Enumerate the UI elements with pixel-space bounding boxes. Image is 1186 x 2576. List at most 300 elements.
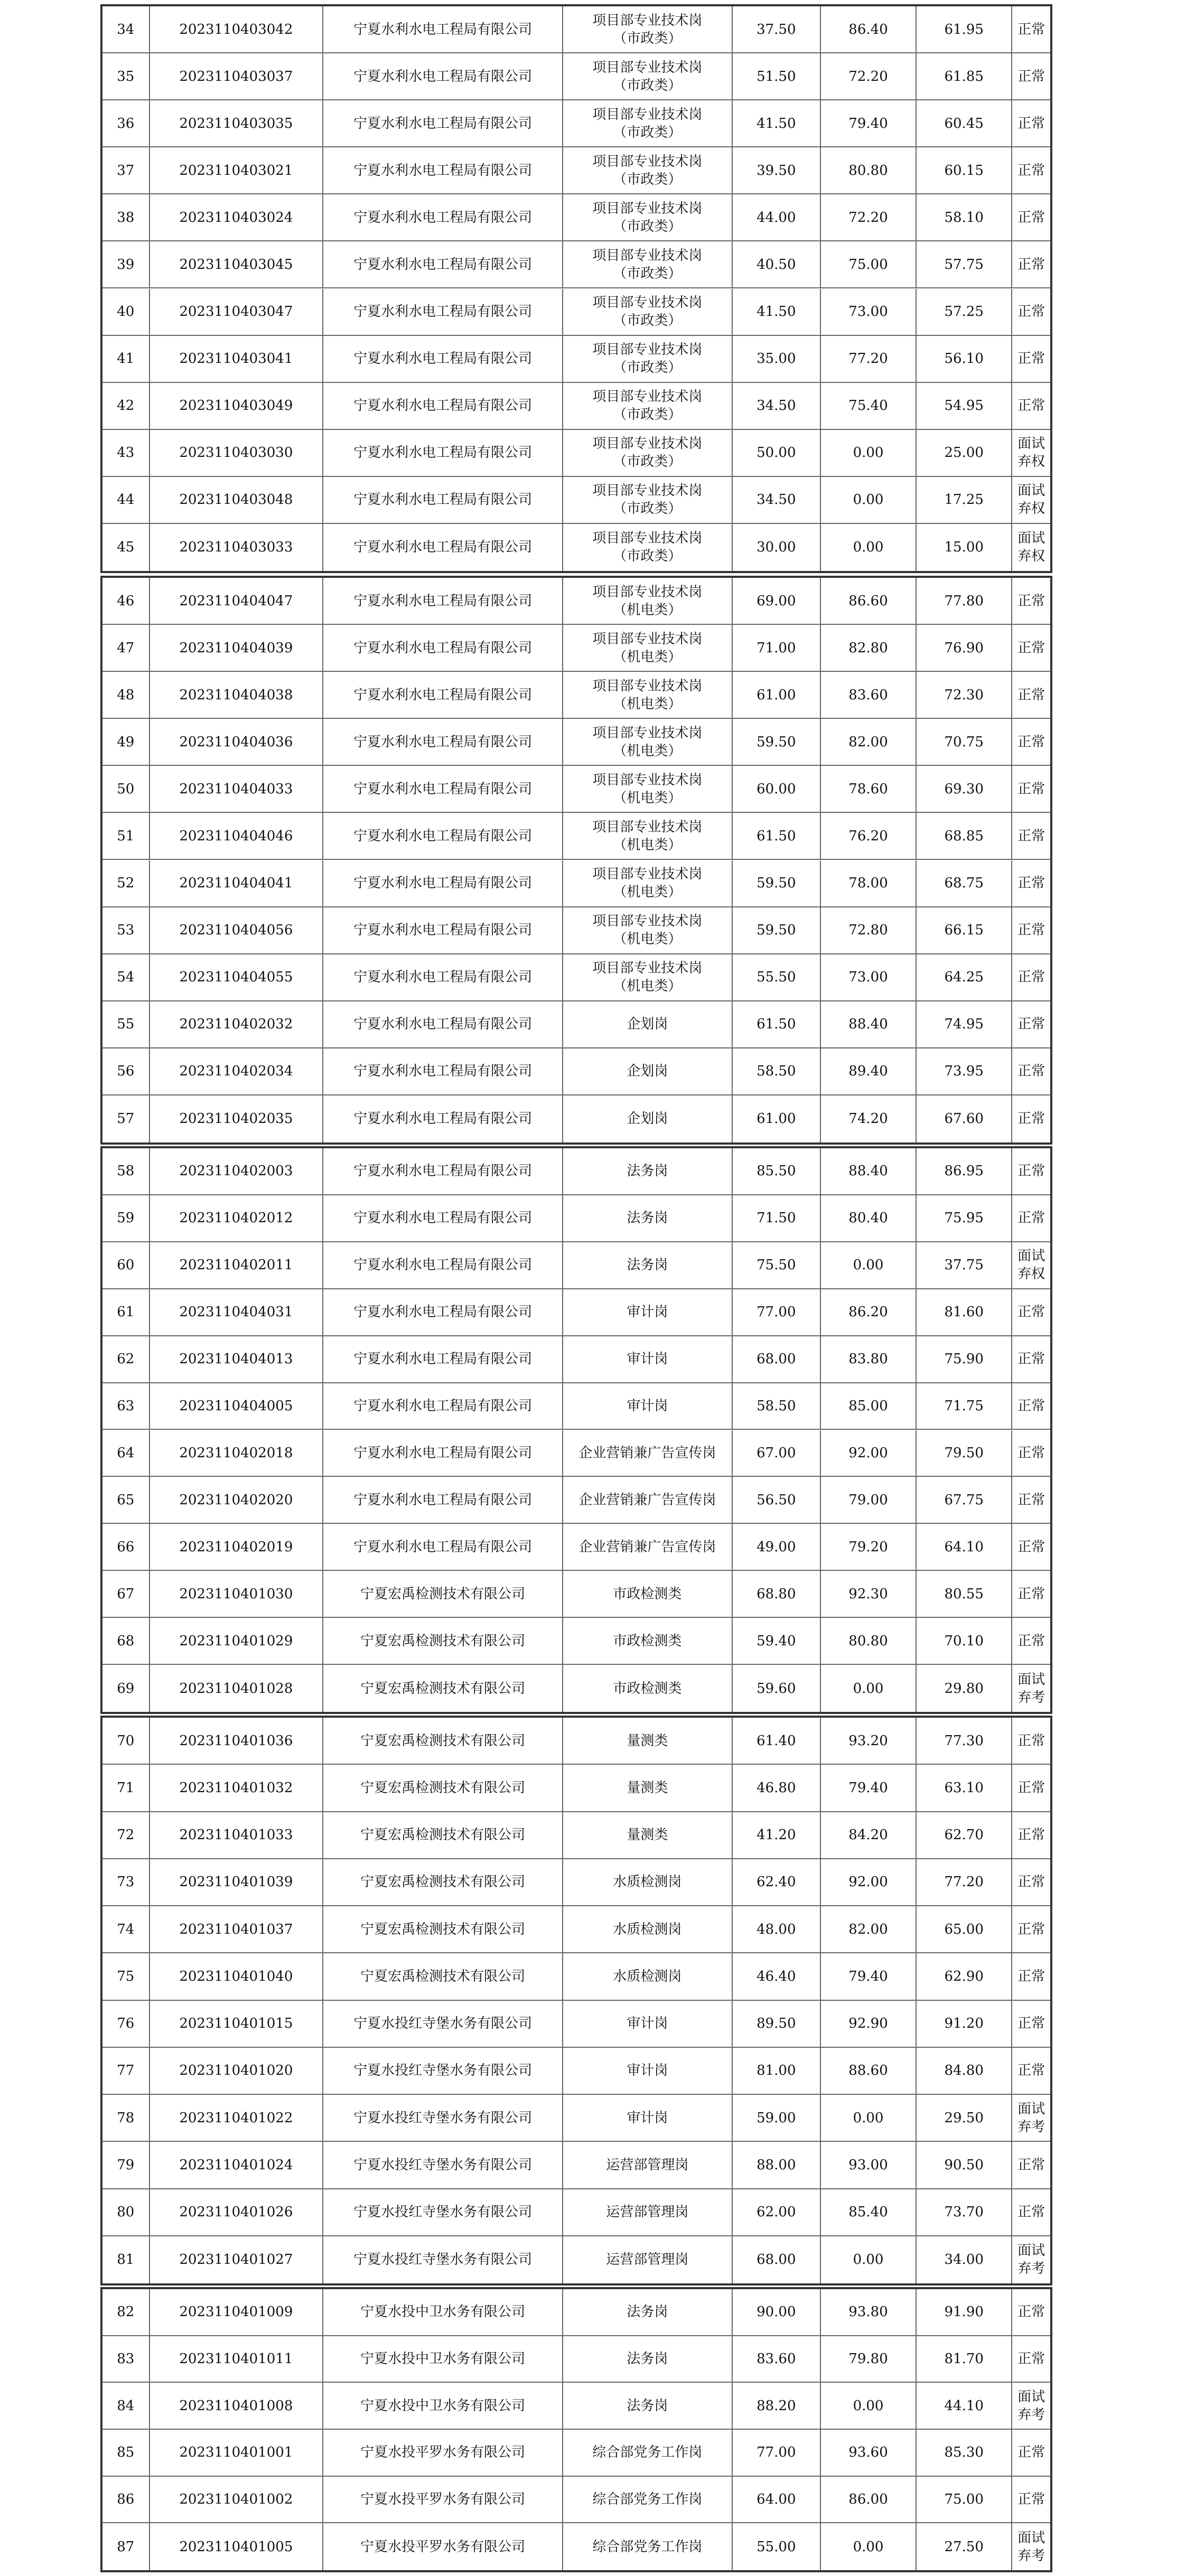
exam-id-cell: 2023110401024 bbox=[150, 2142, 324, 2188]
row-number-cell: 69 bbox=[102, 1665, 150, 1712]
position-cell: 综合部党务工作岗 bbox=[563, 2430, 733, 2476]
company-cell: 宁夏水利水电工程局有限公司 bbox=[323, 1195, 563, 1241]
written-score-cell: 37.50 bbox=[733, 6, 821, 52]
interview-score-cell: 93.80 bbox=[821, 2289, 917, 2335]
company-cell: 宁夏水利水电工程局有限公司 bbox=[323, 1430, 563, 1476]
row-number-cell: 61 bbox=[102, 1289, 150, 1335]
table-row bbox=[102, 2142, 1050, 2189]
status-cell: 正常 bbox=[1017, 828, 1045, 844]
row-number-cell: 58 bbox=[102, 1148, 150, 1194]
status-cell: 面试弃权 bbox=[1017, 483, 1045, 517]
table-row bbox=[102, 2001, 1050, 2048]
written-score-cell: 85.50 bbox=[733, 1148, 821, 1194]
interview-score-cell: 83.80 bbox=[821, 1336, 917, 1382]
total-score-cell: 80.55 bbox=[917, 1571, 1012, 1617]
exam-id-cell: 2023110402020 bbox=[150, 1477, 324, 1523]
company-cell: 宁夏水利水电工程局有限公司 bbox=[323, 954, 563, 1000]
total-score-cell: 77.30 bbox=[917, 1718, 1012, 1764]
company-cell: 宁夏水利水电工程局有限公司 bbox=[323, 672, 563, 718]
table-row bbox=[102, 6, 1050, 53]
total-score-cell: 91.90 bbox=[917, 2289, 1012, 2335]
written-score-cell: 59.50 bbox=[733, 907, 821, 953]
total-score-cell: 34.00 bbox=[917, 2236, 1012, 2283]
exam-id-cell: 2023110401037 bbox=[150, 1906, 324, 1952]
table-row bbox=[102, 336, 1050, 383]
exam-id-cell: 2023110401001 bbox=[150, 2430, 324, 2476]
total-score-cell: 90.50 bbox=[917, 2142, 1012, 2188]
row-number-cell: 39 bbox=[102, 241, 150, 287]
exam-id-cell: 2023110401002 bbox=[150, 2477, 324, 2523]
interview-score-cell: 93.20 bbox=[821, 1718, 917, 1764]
company-cell: 宁夏水利水电工程局有限公司 bbox=[323, 1001, 563, 1047]
exam-id-cell: 2023110401028 bbox=[150, 1665, 324, 1712]
written-score-cell: 71.50 bbox=[733, 1195, 821, 1241]
table-row bbox=[102, 1048, 1050, 1095]
total-score-cell: 77.20 bbox=[917, 1859, 1012, 1905]
row-number-cell: 37 bbox=[102, 147, 150, 193]
row-number-cell: 34 bbox=[102, 6, 150, 52]
position-cell: 审计岗 bbox=[563, 1383, 733, 1429]
position-cell: 企业营销兼广告宣传岗 bbox=[563, 1524, 733, 1570]
written-score-cell: 41.50 bbox=[733, 289, 821, 335]
total-score-cell: 15.00 bbox=[917, 524, 1012, 571]
status-cell: 正常 bbox=[1017, 1827, 1045, 1843]
status-cell: 正常 bbox=[1017, 1539, 1045, 1555]
exam-id-cell: 2023110404031 bbox=[150, 1289, 324, 1335]
company-cell: 宁夏水利水电工程局有限公司 bbox=[323, 1048, 563, 1094]
company-cell: 宁夏水利水电工程局有限公司 bbox=[323, 766, 563, 812]
status-cell: 正常 bbox=[1017, 1210, 1045, 1226]
written-score-cell: 34.50 bbox=[733, 477, 821, 523]
table-row bbox=[102, 860, 1050, 907]
status-cell: 正常 bbox=[1017, 1111, 1045, 1127]
company-cell: 宁夏水投中卫水务有限公司 bbox=[323, 2336, 563, 2382]
status-cell: 正常 bbox=[1017, 209, 1045, 226]
written-score-cell: 50.00 bbox=[733, 430, 821, 476]
company-cell: 宁夏水利水电工程局有限公司 bbox=[323, 578, 563, 624]
row-number-cell: 59 bbox=[102, 1195, 150, 1241]
company-cell: 宁夏水投中卫水务有限公司 bbox=[323, 2383, 563, 2429]
table-row bbox=[102, 2289, 1050, 2336]
status-cell: 正常 bbox=[1017, 593, 1045, 609]
company-cell: 宁夏水利水电工程局有限公司 bbox=[323, 1242, 563, 1288]
exam-id-cell: 2023110404005 bbox=[150, 1383, 324, 1429]
written-score-cell: 41.50 bbox=[733, 100, 821, 146]
company-cell: 宁夏宏禹检测技术有限公司 bbox=[323, 1953, 563, 1999]
written-score-cell: 30.00 bbox=[733, 524, 821, 571]
interview-score-cell: 0.00 bbox=[821, 2095, 917, 2141]
row-number-cell: 50 bbox=[102, 766, 150, 812]
row-number-cell: 80 bbox=[102, 2189, 150, 2235]
interview-score-cell: 93.00 bbox=[821, 2142, 917, 2188]
status-cell: 正常 bbox=[1017, 2444, 1045, 2461]
written-score-cell: 68.00 bbox=[733, 2236, 821, 2283]
table-row bbox=[102, 2383, 1050, 2430]
status-cell: 正常 bbox=[1017, 969, 1045, 986]
written-score-cell: 59.60 bbox=[733, 1665, 821, 1712]
position-cell: 运营部管理岗 bbox=[563, 2236, 733, 2283]
row-number-cell: 74 bbox=[102, 1906, 150, 1952]
total-score-cell: 57.25 bbox=[917, 289, 1012, 335]
exam-id-cell: 2023110401009 bbox=[150, 2289, 324, 2335]
company-cell: 宁夏水投红寺堡水务有限公司 bbox=[323, 2095, 563, 2141]
exam-id-cell: 2023110403049 bbox=[150, 383, 324, 429]
row-number-cell: 75 bbox=[102, 1953, 150, 1999]
company-cell: 宁夏水利水电工程局有限公司 bbox=[323, 53, 563, 99]
row-number-cell: 85 bbox=[102, 2430, 150, 2476]
status-cell: 正常 bbox=[1017, 1921, 1045, 1937]
written-score-cell: 88.20 bbox=[733, 2383, 821, 2429]
company-cell: 宁夏水利水电工程局有限公司 bbox=[323, 147, 563, 193]
position-cell: 项目部专业技术岗 （市政类） bbox=[563, 336, 733, 382]
interview-score-cell: 86.60 bbox=[821, 578, 917, 624]
total-score-cell: 70.10 bbox=[917, 1618, 1012, 1664]
row-number-cell: 47 bbox=[102, 625, 150, 671]
written-score-cell: 88.00 bbox=[733, 2142, 821, 2188]
row-number-cell: 49 bbox=[102, 719, 150, 765]
position-cell: 项目部专业技术岗 （市政类） bbox=[563, 100, 733, 146]
exam-id-cell: 2023110401032 bbox=[150, 1765, 324, 1811]
written-score-cell: 55.50 bbox=[733, 954, 821, 1000]
exam-id-cell: 2023110404055 bbox=[150, 954, 324, 1000]
total-score-cell: 73.95 bbox=[917, 1048, 1012, 1094]
position-cell: 量测类 bbox=[563, 1718, 733, 1764]
exam-id-cell: 2023110403045 bbox=[150, 241, 324, 287]
status-cell: 面试弃权 bbox=[1017, 436, 1045, 470]
position-cell: 项目部专业技术岗 （机电类） bbox=[563, 766, 733, 812]
exam-id-cell: 2023110401005 bbox=[150, 2523, 324, 2570]
exam-id-cell: 2023110403041 bbox=[150, 336, 324, 382]
table-row bbox=[102, 1718, 1050, 1765]
written-score-cell: 40.50 bbox=[733, 241, 821, 287]
total-score-cell: 61.85 bbox=[917, 53, 1012, 99]
table-row bbox=[102, 1953, 1050, 2000]
company-cell: 宁夏水投中卫水务有限公司 bbox=[323, 2289, 563, 2335]
position-cell: 法务岗 bbox=[563, 1242, 733, 1288]
written-score-cell: 75.50 bbox=[733, 1242, 821, 1288]
interview-score-cell: 76.20 bbox=[821, 813, 917, 859]
row-number-cell: 41 bbox=[102, 336, 150, 382]
results-table-section bbox=[100, 1146, 1052, 1714]
row-number-cell: 73 bbox=[102, 1859, 150, 1905]
exam-id-cell: 2023110402034 bbox=[150, 1048, 324, 1094]
results-table-section bbox=[100, 1716, 1052, 2285]
exam-id-cell: 2023110401008 bbox=[150, 2383, 324, 2429]
interview-score-cell: 74.20 bbox=[821, 1095, 917, 1142]
total-score-cell: 61.95 bbox=[917, 6, 1012, 52]
total-score-cell: 56.10 bbox=[917, 336, 1012, 382]
interview-score-cell: 92.90 bbox=[821, 2001, 917, 2047]
company-cell: 宁夏水利水电工程局有限公司 bbox=[323, 383, 563, 429]
interview-score-cell: 0.00 bbox=[821, 1665, 917, 1712]
table-row bbox=[102, 1859, 1050, 1906]
position-cell: 项目部专业技术岗 （机电类） bbox=[563, 860, 733, 906]
position-cell: 水质检测岗 bbox=[563, 1906, 733, 1952]
written-score-cell: 35.00 bbox=[733, 336, 821, 382]
company-cell: 宁夏水利水电工程局有限公司 bbox=[323, 1095, 563, 1142]
row-number-cell: 65 bbox=[102, 1477, 150, 1523]
written-score-cell: 55.00 bbox=[733, 2523, 821, 2570]
table-row bbox=[102, 524, 1050, 571]
written-score-cell: 89.50 bbox=[733, 2001, 821, 2047]
status-cell: 正常 bbox=[1017, 922, 1045, 939]
status-cell: 正常 bbox=[1017, 687, 1045, 703]
results-table-section bbox=[100, 2287, 1052, 2572]
position-cell: 法务岗 bbox=[563, 1195, 733, 1241]
table-row bbox=[102, 100, 1050, 147]
table-row bbox=[102, 2048, 1050, 2095]
row-number-cell: 56 bbox=[102, 1048, 150, 1094]
exam-id-cell: 2023110401039 bbox=[150, 1859, 324, 1905]
table-row bbox=[102, 1618, 1050, 1665]
company-cell: 宁夏水投平罗水务有限公司 bbox=[323, 2477, 563, 2523]
total-score-cell: 27.50 bbox=[917, 2523, 1012, 2570]
interview-score-cell: 79.80 bbox=[821, 2336, 917, 2382]
interview-score-cell: 75.40 bbox=[821, 383, 917, 429]
written-score-cell: 71.00 bbox=[733, 625, 821, 671]
company-cell: 宁夏宏禹检测技术有限公司 bbox=[323, 1665, 563, 1712]
position-cell: 审计岗 bbox=[563, 1336, 733, 1382]
written-score-cell: 64.00 bbox=[733, 2477, 821, 2523]
exam-id-cell: 2023110402012 bbox=[150, 1195, 324, 1241]
exam-id-cell: 2023110404046 bbox=[150, 813, 324, 859]
exam-id-cell: 2023110403033 bbox=[150, 524, 324, 571]
written-score-cell: 61.50 bbox=[733, 1001, 821, 1047]
exam-id-cell: 2023110404036 bbox=[150, 719, 324, 765]
total-score-cell: 67.60 bbox=[917, 1095, 1012, 1142]
total-score-cell: 81.60 bbox=[917, 1289, 1012, 1335]
interview-score-cell: 83.60 bbox=[821, 672, 917, 718]
position-cell: 市政检测类 bbox=[563, 1571, 733, 1617]
table-row bbox=[102, 53, 1050, 100]
written-score-cell: 61.00 bbox=[733, 672, 821, 718]
total-score-cell: 62.90 bbox=[917, 1953, 1012, 1999]
position-cell: 项目部专业技术岗 （市政类） bbox=[563, 430, 733, 476]
table-row bbox=[102, 1430, 1050, 1477]
table-row bbox=[102, 1812, 1050, 1859]
exam-id-cell: 2023110403042 bbox=[150, 6, 324, 52]
written-score-cell: 58.50 bbox=[733, 1383, 821, 1429]
interview-score-cell: 72.20 bbox=[821, 194, 917, 240]
row-number-cell: 42 bbox=[102, 383, 150, 429]
status-cell: 正常 bbox=[1017, 1398, 1045, 1415]
company-cell: 宁夏水利水电工程局有限公司 bbox=[323, 1289, 563, 1335]
total-score-cell: 25.00 bbox=[917, 430, 1012, 476]
company-cell: 宁夏水投红寺堡水务有限公司 bbox=[323, 2142, 563, 2188]
row-number-cell: 71 bbox=[102, 1765, 150, 1811]
interview-score-cell: 88.40 bbox=[821, 1001, 917, 1047]
interview-score-cell: 82.00 bbox=[821, 719, 917, 765]
interview-score-cell: 86.20 bbox=[821, 1289, 917, 1335]
position-cell: 水质检测岗 bbox=[563, 1953, 733, 1999]
interview-score-cell: 85.40 bbox=[821, 2189, 917, 2235]
written-score-cell: 59.40 bbox=[733, 1618, 821, 1664]
interview-score-cell: 92.00 bbox=[821, 1859, 917, 1905]
row-number-cell: 83 bbox=[102, 2336, 150, 2382]
total-score-cell: 60.45 bbox=[917, 100, 1012, 146]
company-cell: 宁夏水利水电工程局有限公司 bbox=[323, 1477, 563, 1523]
position-cell: 项目部专业技术岗 （市政类） bbox=[563, 383, 733, 429]
interview-score-cell: 88.40 bbox=[821, 1148, 917, 1194]
table-row bbox=[102, 2523, 1050, 2570]
status-cell: 正常 bbox=[1017, 1874, 1045, 1890]
interview-score-cell: 80.80 bbox=[821, 1618, 917, 1664]
table-row bbox=[102, 766, 1050, 813]
position-cell: 审计岗 bbox=[563, 2048, 733, 2094]
total-score-cell: 67.75 bbox=[917, 1477, 1012, 1523]
row-number-cell: 68 bbox=[102, 1618, 150, 1664]
row-number-cell: 53 bbox=[102, 907, 150, 953]
interview-score-cell: 0.00 bbox=[821, 2383, 917, 2429]
total-score-cell: 75.95 bbox=[917, 1195, 1012, 1241]
row-number-cell: 63 bbox=[102, 1383, 150, 1429]
position-cell: 法务岗 bbox=[563, 2336, 733, 2382]
written-score-cell: 58.50 bbox=[733, 1048, 821, 1094]
position-cell: 水质检测岗 bbox=[563, 1859, 733, 1905]
row-number-cell: 64 bbox=[102, 1430, 150, 1476]
table-row bbox=[102, 289, 1050, 336]
exam-id-cell: 2023110401029 bbox=[150, 1618, 324, 1664]
status-cell: 正常 bbox=[1017, 734, 1045, 750]
total-score-cell: 69.30 bbox=[917, 766, 1012, 812]
table-row bbox=[102, 1001, 1050, 1048]
table-row bbox=[102, 194, 1050, 241]
exam-id-cell: 2023110403037 bbox=[150, 53, 324, 99]
company-cell: 宁夏宏禹检测技术有限公司 bbox=[323, 1812, 563, 1858]
exam-id-cell: 2023110403024 bbox=[150, 194, 324, 240]
interview-score-cell: 73.00 bbox=[821, 289, 917, 335]
status-cell: 正常 bbox=[1017, 2350, 1045, 2367]
total-score-cell: 44.10 bbox=[917, 2383, 1012, 2429]
written-score-cell: 59.50 bbox=[733, 860, 821, 906]
interview-score-cell: 79.40 bbox=[821, 100, 917, 146]
written-score-cell: 77.00 bbox=[733, 1289, 821, 1335]
status-cell: 面试弃考 bbox=[1017, 2243, 1045, 2277]
position-cell: 项目部专业技术岗 （市政类） bbox=[563, 289, 733, 335]
row-number-cell: 76 bbox=[102, 2001, 150, 2047]
position-cell: 项目部专业技术岗 （机电类） bbox=[563, 813, 733, 859]
table-row bbox=[102, 907, 1050, 954]
position-cell: 项目部专业技术岗 （市政类） bbox=[563, 241, 733, 287]
table-row bbox=[102, 719, 1050, 766]
exam-id-cell: 2023110402032 bbox=[150, 1001, 324, 1047]
interview-score-cell: 86.00 bbox=[821, 2477, 917, 2523]
company-cell: 宁夏水利水电工程局有限公司 bbox=[323, 1148, 563, 1194]
company-cell: 宁夏水利水电工程局有限公司 bbox=[323, 719, 563, 765]
row-number-cell: 67 bbox=[102, 1571, 150, 1617]
company-cell: 宁夏水利水电工程局有限公司 bbox=[323, 336, 563, 382]
total-score-cell: 70.75 bbox=[917, 719, 1012, 765]
interview-score-cell: 0.00 bbox=[821, 524, 917, 571]
table-row bbox=[102, 2236, 1050, 2283]
company-cell: 宁夏水利水电工程局有限公司 bbox=[323, 100, 563, 146]
total-score-cell: 81.70 bbox=[917, 2336, 1012, 2382]
interview-score-cell: 75.00 bbox=[821, 241, 917, 287]
row-number-cell: 35 bbox=[102, 53, 150, 99]
exam-id-cell: 2023110401011 bbox=[150, 2336, 324, 2382]
table-row bbox=[102, 625, 1050, 672]
status-cell: 正常 bbox=[1017, 2204, 1045, 2221]
total-score-cell: 62.70 bbox=[917, 1812, 1012, 1858]
company-cell: 宁夏水利水电工程局有限公司 bbox=[323, 241, 563, 287]
row-number-cell: 57 bbox=[102, 1095, 150, 1142]
company-cell: 宁夏水利水电工程局有限公司 bbox=[323, 1336, 563, 1382]
table-row bbox=[102, 430, 1050, 477]
position-cell: 项目部专业技术岗 （市政类） bbox=[563, 477, 733, 523]
interview-score-cell: 0.00 bbox=[821, 2523, 917, 2570]
row-number-cell: 48 bbox=[102, 672, 150, 718]
table-row bbox=[102, 2095, 1050, 2142]
interview-score-cell: 0.00 bbox=[821, 2236, 917, 2283]
written-score-cell: 77.00 bbox=[733, 2430, 821, 2476]
results-table-section bbox=[100, 4, 1052, 573]
position-cell: 项目部专业技术岗 （市政类） bbox=[563, 53, 733, 99]
written-score-cell: 60.00 bbox=[733, 766, 821, 812]
position-cell: 量测类 bbox=[563, 1765, 733, 1811]
position-cell: 市政检测类 bbox=[563, 1665, 733, 1712]
written-score-cell: 81.00 bbox=[733, 2048, 821, 2094]
row-number-cell: 38 bbox=[102, 194, 150, 240]
position-cell: 项目部专业技术岗 （机电类） bbox=[563, 672, 733, 718]
status-cell: 面试弃考 bbox=[1017, 1671, 1045, 1706]
exam-id-cell: 2023110403021 bbox=[150, 147, 324, 193]
position-cell: 量测类 bbox=[563, 1812, 733, 1858]
company-cell: 宁夏水投红寺堡水务有限公司 bbox=[323, 2048, 563, 2094]
status-cell: 正常 bbox=[1017, 162, 1045, 179]
position-cell: 审计岗 bbox=[563, 2001, 733, 2047]
row-number-cell: 44 bbox=[102, 477, 150, 523]
position-cell: 项目部专业技术岗 （机电类） bbox=[563, 907, 733, 953]
table-row bbox=[102, 1148, 1050, 1195]
total-score-cell: 65.00 bbox=[917, 1906, 1012, 1952]
row-number-cell: 46 bbox=[102, 578, 150, 624]
written-score-cell: 68.80 bbox=[733, 1571, 821, 1617]
position-cell: 市政检测类 bbox=[563, 1618, 733, 1664]
exam-id-cell: 2023110402003 bbox=[150, 1148, 324, 1194]
interview-score-cell: 78.60 bbox=[821, 766, 917, 812]
status-cell: 面试弃考 bbox=[1017, 2101, 1045, 2135]
total-score-cell: 68.85 bbox=[917, 813, 1012, 859]
status-cell: 正常 bbox=[1017, 351, 1045, 367]
interview-score-cell: 77.20 bbox=[821, 336, 917, 382]
interview-score-cell: 80.80 bbox=[821, 147, 917, 193]
position-cell: 综合部党务工作岗 bbox=[563, 2523, 733, 2570]
row-number-cell: 55 bbox=[102, 1001, 150, 1047]
row-number-cell: 87 bbox=[102, 2523, 150, 2570]
interview-score-cell: 92.30 bbox=[821, 1571, 917, 1617]
exam-id-cell: 2023110402019 bbox=[150, 1524, 324, 1570]
interview-score-cell: 86.40 bbox=[821, 6, 917, 52]
written-score-cell: 34.50 bbox=[733, 383, 821, 429]
table-row bbox=[102, 1765, 1050, 1812]
status-cell: 正常 bbox=[1017, 304, 1045, 320]
written-score-cell: 62.40 bbox=[733, 1859, 821, 1905]
written-score-cell: 49.00 bbox=[733, 1524, 821, 1570]
status-cell: 正常 bbox=[1017, 115, 1045, 132]
status-cell: 正常 bbox=[1017, 1633, 1045, 1649]
interview-score-cell: 0.00 bbox=[821, 430, 917, 476]
interview-score-cell: 80.40 bbox=[821, 1195, 917, 1241]
table-row bbox=[102, 477, 1050, 524]
interview-score-cell: 84.20 bbox=[821, 1812, 917, 1858]
exam-id-cell: 2023110401020 bbox=[150, 2048, 324, 2094]
table-row bbox=[102, 1289, 1050, 1336]
company-cell: 宁夏水投平罗水务有限公司 bbox=[323, 2523, 563, 2570]
position-cell: 审计岗 bbox=[563, 2095, 733, 2141]
total-score-cell: 75.90 bbox=[917, 1336, 1012, 1382]
row-number-cell: 36 bbox=[102, 100, 150, 146]
status-cell: 正常 bbox=[1017, 781, 1045, 797]
